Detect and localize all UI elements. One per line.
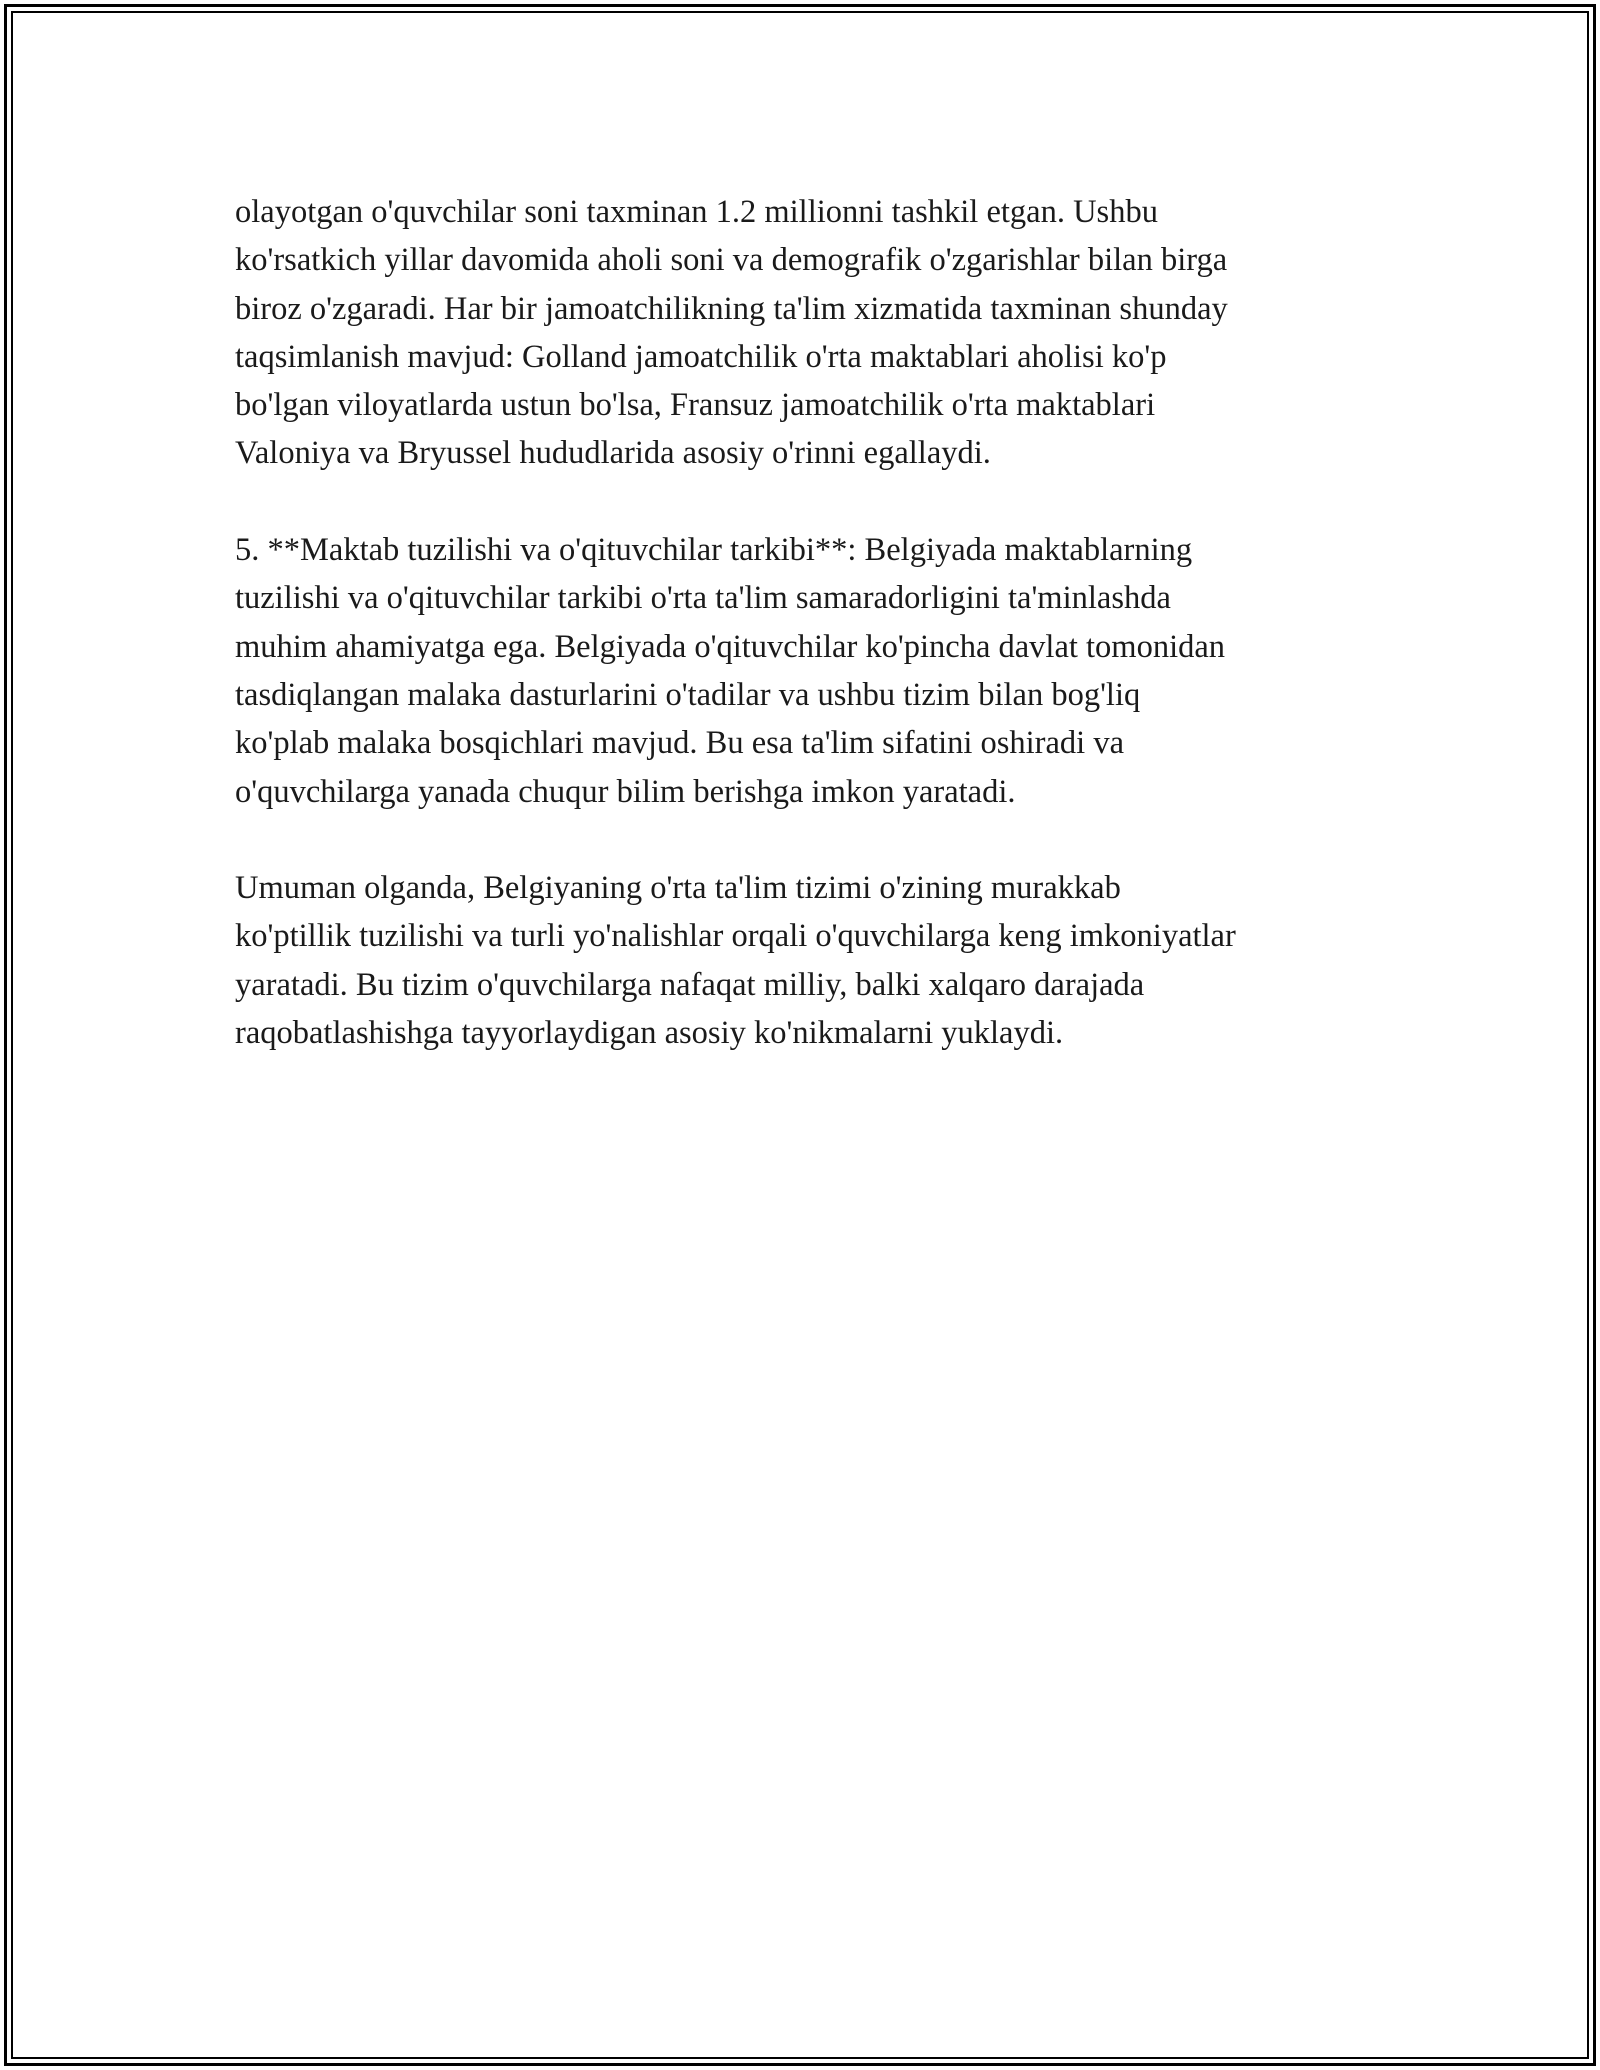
text-line: 5. **Maktab tuzilishi va o'qituvchilar tarkibi**: Belgiyada maktablarning — [235, 532, 1193, 569]
paragraph-school-structure — [235, 526, 1385, 816]
text-line: tasdiqlangan malaka dasturlarini o'tadilar va ushbu tizim bilan bog'liq — [235, 676, 1141, 713]
text-line: Umuman olganda, Belgiyaning o'rta ta'lim tizimi o'zining murakkab — [235, 870, 1121, 907]
text-line: tuzilishi va o'qituvchilar tarkibi o'rta ta'lim samaradorligini ta'minlashda — [235, 580, 1171, 617]
text-line: ko'ptillik tuzilishi va turli yo'nalishlar orqali o'quvchilarga keng imkoniyatlar — [235, 918, 1236, 955]
text-line: muhim ahamiyatga ega. Belgiyada o'qituvchilar ko'pincha davlat tomonidan — [235, 628, 1226, 665]
paragraph-conclusion — [235, 864, 1385, 1057]
text-line: yaratadi. Bu tizim o'quvchilarga nafaqat milliy, balki xalqaro darajada — [235, 966, 1145, 1003]
paragraph-enrollment — [235, 188, 1385, 478]
text-line: biroz o'zgaradi. Har bir jamoatchilikning ta'lim xizmatida taxminan shunday — [235, 290, 1228, 327]
text-line: taqsimlanish mavjud: Golland jamoatchilik o'rta maktablari aholisi ko'p — [235, 338, 1167, 375]
text-line: Valoniya va Bryussel hududlarida asosiy o'rinni egallaydi. — [235, 435, 991, 472]
text-line: ko'rsatkich yillar davomida aholi soni va demografik o'zgarishlar bilan birga — [235, 242, 1228, 279]
document-body — [235, 188, 1385, 1106]
text-line: ko'plab malaka bosqichlari mavjud. Bu esa ta'lim sifatini oshiradi va — [235, 725, 1125, 762]
text-line: o'quvchilarga yanada chuqur bilim berishga imkon yaratadi. — [235, 773, 1016, 810]
text-line: olayotgan o'quvchilar soni taxminan 1.2 millionni tashkil etgan. Ushbu — [235, 194, 1158, 230]
text-line: bo'lgan viloyatlarda ustun bo'lsa, Fransuz jamoatchilik o'rta maktablari — [235, 387, 1156, 424]
text-line: raqobatlashishga tayyorlaydigan asosiy ko'nikmalarni yuklaydi. — [235, 1015, 1064, 1052]
